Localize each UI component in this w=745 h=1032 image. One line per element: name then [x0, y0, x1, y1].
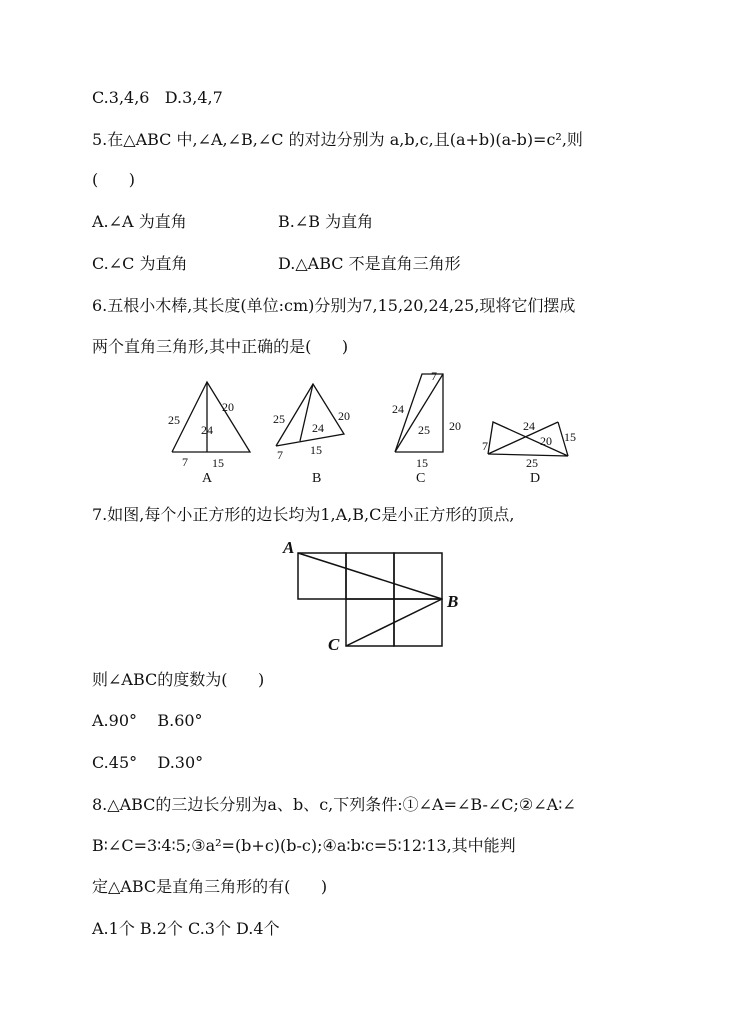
q5-answer-blank: ( ): [92, 170, 135, 189]
q7-question: 则∠ABC的度数为( ): [92, 670, 265, 689]
fig6-c-top: 7: [431, 369, 437, 383]
fig6-c-left: 24: [392, 402, 404, 416]
q5-option-b: B.∠B 为直角: [278, 212, 374, 231]
fig7-label-c: C: [328, 635, 340, 654]
fig6-d-right: 15: [564, 430, 576, 444]
fig6-c-mid: 25: [418, 423, 430, 437]
fig6-d-top: 24: [523, 419, 535, 433]
fig6-d-bottom: 25: [526, 456, 538, 470]
fig6-c-right: 20: [449, 419, 461, 433]
fig6-c-bottom: 15: [416, 456, 428, 470]
q8-stem: 8.△ABC的三边长分别为a、b、c,下列条件:①∠A=∠B-∠C;②∠A∶∠: [92, 795, 576, 814]
fig6-b-b1: 7: [277, 448, 283, 462]
q6-stem-cont: 两个直角三角形,其中正确的是( ): [92, 337, 349, 356]
fig6-d-left: 7: [482, 439, 488, 453]
q5-option-a: A.∠A 为直角: [92, 212, 187, 231]
fig6-a-right: 20: [222, 400, 234, 414]
fig6-b-caption: B: [312, 471, 322, 486]
fig6-a-b1: 7: [182, 455, 188, 469]
q6-figure: [160, 366, 590, 490]
q5-stem: 5.在△ABC 中,∠A,∠B,∠C 的对边分别为 a,b,c,且(a+b)(a-b)=c²,则: [92, 130, 583, 149]
q8-stem-cont: B∶∠C=3∶4∶5;③a²=(b+c)(b-c);④a∶b∶c=5∶12∶13,其中能判: [92, 836, 516, 855]
fig6-a-caption: A: [202, 471, 213, 486]
fig6-b-mid: 24: [312, 421, 324, 435]
fig6-c-caption: C: [416, 471, 426, 486]
fig6-a-left: 25: [168, 413, 180, 427]
q6-stem: 6.五根小木棒,其长度(单位:cm)分别为7,15,20,24,25,现将它们摆成: [92, 296, 576, 315]
q8-stem-end: 定△ABC是直角三角形的有( ): [92, 877, 328, 896]
fig6-a-mid: 24: [201, 423, 213, 437]
fig6-d-caption: D: [530, 471, 541, 486]
q8-options: A.1个 B.2个 C.3个 D.4个: [92, 919, 280, 938]
q4-options-cd: C.3,4,6 D.3,4,7: [92, 88, 223, 107]
fig6-a-b2: 15: [212, 456, 224, 470]
q5-option-c: C.∠C 为直角: [92, 254, 188, 273]
q7-options-cd: C.45° D.30°: [92, 753, 204, 772]
q7-grid-figure: [280, 535, 470, 657]
q7-stem: 7.如图,每个小正方形的边长均为1,A,B,C是小正方形的顶点,: [92, 505, 515, 524]
fig6-b-right: 20: [338, 409, 350, 423]
fig6-b-left: 25: [273, 412, 285, 426]
q7-options-ab: A.90° B.60°: [92, 711, 203, 730]
fig6-b-b2: 15: [310, 443, 322, 457]
fig7-label-b: B: [447, 592, 459, 611]
fig6-d-mid: 20: [540, 434, 552, 448]
q5-option-d: D.△ABC 不是直角三角形: [278, 254, 461, 273]
fig7-label-a: A: [283, 538, 295, 557]
